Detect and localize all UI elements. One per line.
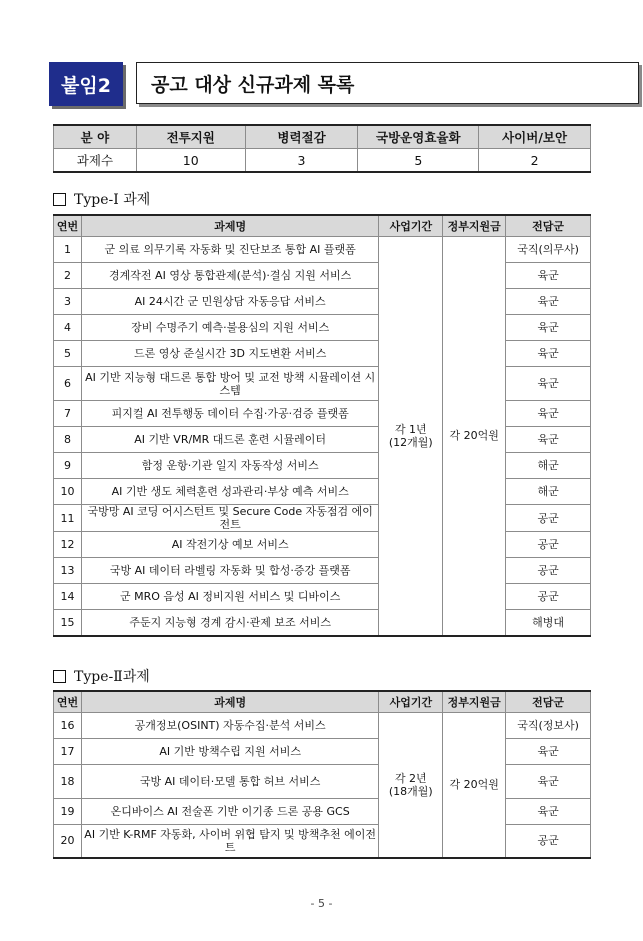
table-row <box>54 558 591 584</box>
col-header: 전담군 <box>506 215 591 237</box>
responsible-branch: 육군 <box>506 739 591 765</box>
table-row <box>54 584 591 610</box>
table-row <box>54 367 591 401</box>
table-row <box>54 341 591 367</box>
row-number: 2 <box>54 263 82 289</box>
government-funding: 각 20억원 <box>443 237 506 636</box>
row-number: 20 <box>54 825 82 858</box>
col-header: 과제명 <box>81 691 378 713</box>
table-row <box>54 799 591 825</box>
responsible-branch: 육군 <box>506 315 591 341</box>
row-number: 17 <box>54 739 82 765</box>
row-number: 11 <box>54 505 82 532</box>
summary-header: 병력절감 <box>245 125 358 149</box>
row-number: 8 <box>54 427 82 453</box>
type1-section-heading <box>53 189 150 209</box>
task-name: 경계작전 AI 영상 통합관제(분석)·결심 지원 서비스 <box>81 263 378 289</box>
row-number: 3 <box>54 289 82 315</box>
page-title: 공고 대상 신규과제 목록 <box>136 62 639 104</box>
row-number: 16 <box>54 713 82 739</box>
task-name: 국방 AI 데이터·모델 통합 허브 서비스 <box>81 765 378 799</box>
responsible-branch: 육군 <box>506 367 591 401</box>
col-header: 사업기간 <box>379 691 443 713</box>
government-funding: 각 20억원 <box>443 713 506 858</box>
task-name: AI 기반 방책수립 지원 서비스 <box>81 739 378 765</box>
responsible-branch: 육군 <box>506 341 591 367</box>
table-row <box>54 289 591 315</box>
summary-cell: 5 <box>358 149 479 173</box>
responsible-branch: 공군 <box>506 584 591 610</box>
responsible-branch: 육군 <box>506 289 591 315</box>
col-header: 연번 <box>54 691 82 713</box>
type2-section-heading <box>53 666 150 686</box>
table-row <box>54 532 591 558</box>
table-row <box>54 401 591 427</box>
responsible-branch: 육군 <box>506 765 591 799</box>
table-row <box>54 713 591 739</box>
table-row <box>54 315 591 341</box>
responsible-branch: 공군 <box>506 532 591 558</box>
responsible-branch: 육군 <box>506 263 591 289</box>
task-name: 주둔지 지능형 경계 감시·관제 보조 서비스 <box>81 610 378 636</box>
summary-cell: 10 <box>136 149 245 173</box>
summary-header: 분 야 <box>54 125 137 149</box>
row-number: 14 <box>54 584 82 610</box>
row-number: 5 <box>54 341 82 367</box>
table-row <box>54 610 591 636</box>
table-row <box>54 825 591 858</box>
table-row <box>54 237 591 263</box>
row-number: 7 <box>54 401 82 427</box>
summary-header: 국방운영효율화 <box>358 125 479 149</box>
task-name: AI 작전기상 예보 서비스 <box>81 532 378 558</box>
table-row <box>54 263 591 289</box>
task-name: 온디바이스 AI 전술폰 기반 이기종 드론 공용 GCS <box>81 799 378 825</box>
checkbox-square-icon <box>53 670 66 683</box>
col-header: 사업기간 <box>379 215 443 237</box>
summary-header: 전투지원 <box>136 125 245 149</box>
table-row <box>54 505 591 532</box>
responsible-branch: 육군 <box>506 427 591 453</box>
type2-title: Type-Ⅱ과제 <box>74 669 150 685</box>
attachment-badge: 붙임2 <box>49 62 123 106</box>
row-number: 10 <box>54 479 82 505</box>
table-row <box>54 765 591 799</box>
responsible-branch: 공군 <box>506 825 591 858</box>
responsible-branch: 육군 <box>506 799 591 825</box>
row-number: 4 <box>54 315 82 341</box>
page-number: - 5 - <box>310 897 333 910</box>
responsible-branch: 국직(의무사) <box>506 237 591 263</box>
table-row <box>54 427 591 453</box>
task-name: 군 의료 의무기록 자동화 및 진단보조 통합 AI 플랫폼 <box>81 237 378 263</box>
row-number: 6 <box>54 367 82 401</box>
table-row <box>54 479 591 505</box>
task-name: 국방 AI 데이터 라벨링 자동화 및 합성·증강 플랫폼 <box>81 558 378 584</box>
table-row <box>54 739 591 765</box>
summary-cell: 2 <box>479 149 591 173</box>
task-name: AI 24시간 군 민원상담 자동응답 서비스 <box>81 289 378 315</box>
table-row <box>54 453 591 479</box>
responsible-branch: 해군 <box>506 479 591 505</box>
type1-title: Type-Ⅰ 과제 <box>74 192 151 208</box>
project-period: 각 1년 (12개월) <box>379 237 443 636</box>
summary-cell: 3 <box>245 149 358 173</box>
row-number: 9 <box>54 453 82 479</box>
task-name: 군 MRO 음성 AI 정비지원 서비스 및 디바이스 <box>81 584 378 610</box>
task-name: AI 기반 지능형 대드론 통합 방어 및 교전 방책 시뮬레이션 시스템 <box>81 367 378 401</box>
task-name: AI 기반 K-RMF 자동화, 사이버 위협 탐지 및 방책추천 에이전트 <box>81 825 378 858</box>
summary-cell: 과제수 <box>54 149 137 173</box>
row-number: 19 <box>54 799 82 825</box>
task-name: AI 기반 VR/MR 대드론 훈련 시뮬레이터 <box>81 427 378 453</box>
task-name: AI 기반 생도 체력훈련 성과관리·부상 예측 서비스 <box>81 479 378 505</box>
col-header: 연번 <box>54 215 82 237</box>
responsible-branch: 해군 <box>506 453 591 479</box>
col-header: 정부지원금 <box>443 691 506 713</box>
responsible-branch: 해병대 <box>506 610 591 636</box>
row-number: 18 <box>54 765 82 799</box>
row-number: 12 <box>54 532 82 558</box>
task-name: 국방망 AI 코딩 어시스턴트 및 Secure Code 자동점검 에이전트 <box>81 505 378 532</box>
responsible-branch: 국직(정보사) <box>506 713 591 739</box>
type1-table <box>53 214 591 637</box>
responsible-branch: 공군 <box>506 558 591 584</box>
task-name: 공개정보(OSINT) 자동수집·분석 서비스 <box>81 713 378 739</box>
row-number: 13 <box>54 558 82 584</box>
col-header: 정부지원금 <box>443 215 506 237</box>
task-name: 함정 운항·기관 일지 자동작성 서비스 <box>81 453 378 479</box>
row-number: 15 <box>54 610 82 636</box>
col-header: 과제명 <box>81 215 378 237</box>
summary-header: 사이버/보안 <box>479 125 591 149</box>
project-period: 각 2년 (18개월) <box>379 713 443 858</box>
task-name: 피지컬 AI 전투행동 데이터 수집·가공·검증 플랫폼 <box>81 401 378 427</box>
type2-table <box>53 690 591 859</box>
col-header: 전담군 <box>506 691 591 713</box>
responsible-branch: 육군 <box>506 401 591 427</box>
task-name: 드론 영상 준실시간 3D 지도변환 서비스 <box>81 341 378 367</box>
row-number: 1 <box>54 237 82 263</box>
summary-table <box>53 124 591 173</box>
checkbox-square-icon <box>53 193 66 206</box>
responsible-branch: 공군 <box>506 505 591 532</box>
task-name: 장비 수명주기 예측·불용심의 지원 서비스 <box>81 315 378 341</box>
